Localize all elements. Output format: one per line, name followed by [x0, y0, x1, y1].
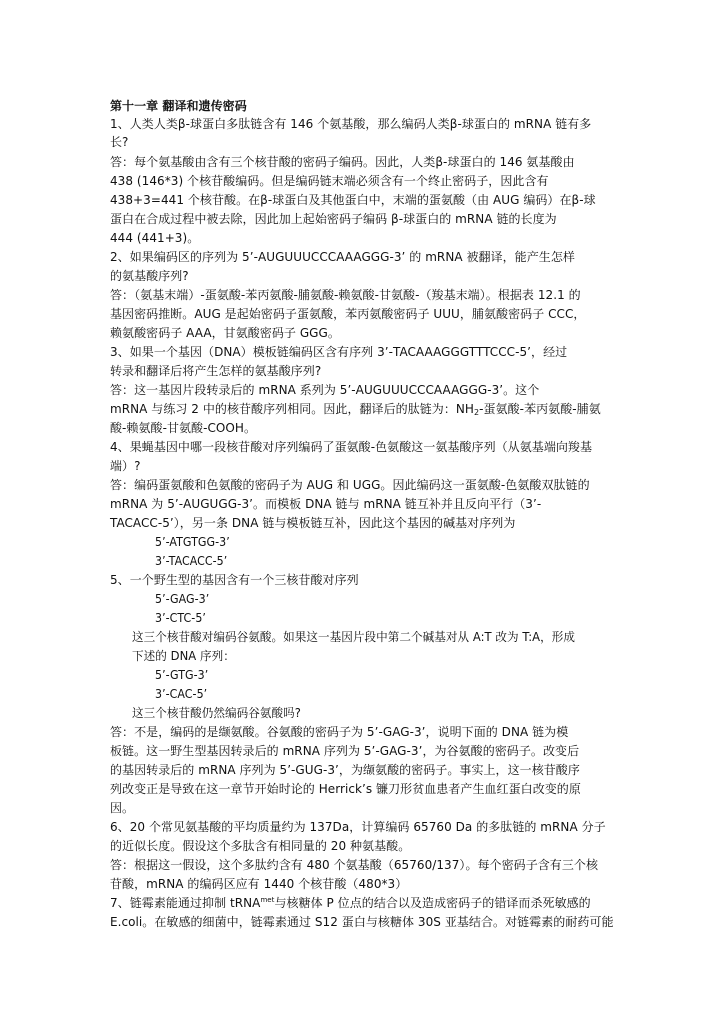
answer-3-line-2-text: mRNA 与练习 2 中的核苷酸序列相同。因此，翻译后的肽链为：: [110, 402, 456, 416]
sequence-5-mutant-strand-2: 3’-CAC-5’: [155, 687, 208, 701]
question-4-line-1: 4、果蝇基因中哪一段核苷酸对序列编码了蛋氨酸-色氨酸这一氨基酸序列（从氨基端向羧基: [110, 440, 593, 454]
answer-5-line-1: 答：不是，编码的是缬氨酸。谷氨酸的密码子为 5’-GAG-3’，说明下面的 DNA 链为模: [110, 725, 569, 739]
question-5-line-1: 5、一个野生型的基因含有一个三核苷酸对序列: [110, 573, 359, 587]
answer-5-line-2: 板链。这一野生型基因转录后的 mRNA 序列为 5’-GAG-3’，为谷氨酸的密码子。改变后: [110, 744, 580, 758]
answer-5-line-5: 因。: [110, 801, 135, 815]
answer-6-line-2: 苷酸，mRNA 的编码区应有 1440 个核苷酸（480*3）: [110, 877, 408, 891]
sequence-4-strand-1: 5’-ATGTGG-3’: [155, 535, 230, 549]
answer-6-line-1: 答：根据这一假设，这个多肽约含有 480 个氨基酸（65760/137）。每个密码子含有三个核: [110, 858, 599, 872]
answer-3-line-3: 酸-赖氨酸-甘氨酸-COOH。: [110, 421, 257, 435]
sequence-4-strand-2: 3’-TACACC-5’: [155, 554, 228, 568]
question-5-line-4: 这三个核苷酸仍然编码谷氨酸吗?: [132, 706, 301, 720]
nh-subscript: 2: [474, 408, 480, 417]
answer-5-line-3: 的基因转录后的 mRNA 序列为 5’-GUG-3’，为缬氨酸的密码子。事实上，这一核苷酸序: [110, 763, 580, 777]
question-7-line-1: [110, 894, 620, 912]
question-5-line-3: 下述的 DNA 序列：: [132, 649, 235, 663]
answer-3-line-2: [110, 400, 620, 418]
question-6-line-1: 6、20 个常见氨基酸的平均质量约为 137Da，计算编码 65760 Da 的多肽链的 mRNA 分子: [110, 820, 606, 834]
sequence-5-strand-1: 5’-GAG-3’: [155, 592, 210, 606]
trna-superscript: met: [260, 896, 275, 904]
question-3-line-2: 转录和翻译后将产生怎样的氨基酸序列?: [110, 364, 322, 378]
question-2-line-2: 的氨基酸序列?: [110, 269, 189, 283]
nh-formula: NH: [455, 402, 475, 416]
question-7-line-1-post: 与核糖体 P 位点的结合以及造成密码子的错译而杀死敏感的: [274, 896, 591, 910]
answer-2-line-2: 基因密码推断。AUG 是起始密码子蛋氨酸，苯丙氨酸密码子 UUU，脯氨酸密码子 CCC，: [110, 307, 586, 321]
sequence-5-mutant-strand-1: 5’-GTG-3’: [155, 668, 209, 682]
answer-4-line-3: TACACC-5’），另一条 DNA 链与模板链互补，因此这个基因的碱基对序列为: [110, 516, 516, 530]
answer-1-line-3: 438+3=441 个核苷酸。在β-球蛋白及其他蛋白中，末端的蛋氨酸（由 AUG 编码）在β-球: [110, 193, 596, 207]
answer-1-line-1: 答：每个氨基酸由含有三个核苷酸的密码子编码。因此，人类β-球蛋白的 146 氨基酸由: [110, 155, 575, 169]
answer-3-line-1: 答：这一基因片段转录后的 mRNA 系列为 5’-AUGUUUCCCAAAGGG-3’。这个: [110, 383, 540, 397]
answer-1-line-2: 438 (146*3) 个核苷酸编码。但是编码链末端必须含有一个终止密码子，因此含有: [110, 174, 549, 188]
question-6-line-2: 的近似长度。假设这个多肽含有相同量的 20 种氨基酸。: [110, 839, 411, 853]
sequence-5-strand-2: 3’-CTC-5’: [155, 611, 206, 625]
chapter-title: 第十一章 翻译和遗传密码: [110, 99, 247, 113]
question-2-line-1: 2、如果编码区的序列为 5’-AUGUUUCCCAAAGGG-3’ 的 mRNA 被翻译，能产生怎样: [110, 250, 575, 264]
question-1-line-2: 长?: [110, 135, 129, 149]
question-1-line-1: 1、人类人类β-球蛋白多肽链含有 146 个氨基酸，那么编码人类β-球蛋白的 mRNA 链有多: [110, 117, 592, 131]
answer-1-line-5: 444 (441+3)。: [110, 231, 200, 245]
question-4-line-2: 端）?: [110, 459, 141, 473]
question-7-line-2: E.coli。在敏感的细菌中，链霉素通过 S12 蛋白与核糖体 30S 亚基结合。对链霉素的耐药可能: [110, 915, 614, 929]
answer-4-line-1: 答：编码蛋氨酸和色氨酸的密码子为 AUG 和 UGG。因此编码这一蛋氨酸-色氨酸双肽链的: [110, 478, 590, 492]
answer-4-line-2: mRNA 为 5’-AUGUGG-3’。而模板 DNA 链与 mRNA 链互补并且反向平行（3’-: [110, 497, 542, 511]
question-5-line-2: 这三个核苷酸对编码谷氨酸。如果这一基因片段中第二个碱基对从 A:T 改为 T:A，形成: [132, 630, 576, 644]
question-7-line-1-pre: 7、链霉素能通过抑制 tRNA: [110, 896, 261, 910]
answer-1-line-4: 蛋白在合成过程中被去除，因此加上起始密码子编码 β-球蛋白的 mRNA 链的长度为: [110, 212, 557, 226]
question-3-line-1: 3、如果一个基因（DNA）模板链编码区含有序列 3’-TACAAAGGGTTTCCC-5’，经过: [110, 345, 568, 359]
answer-5-line-4: 列改变正是导致在这一章节开始时论的 Herrick’s 镰刀形贫血患者产生血红蛋白改变的原: [110, 782, 581, 796]
answer-2-line-3: 赖氨酸密码子 AAA，甘氨酸密码子 GGG。: [110, 326, 340, 340]
answer-3-line-2-rest: -蛋氨酸-苯丙氨酸-脯氨: [479, 402, 601, 416]
answer-2-line-1: 答：（氨基末端）-蛋氨酸-苯丙氨酸-脯氨酸-赖氨酸-甘氨酸-（羧基末端）。根据表 12.1 的: [110, 288, 581, 302]
